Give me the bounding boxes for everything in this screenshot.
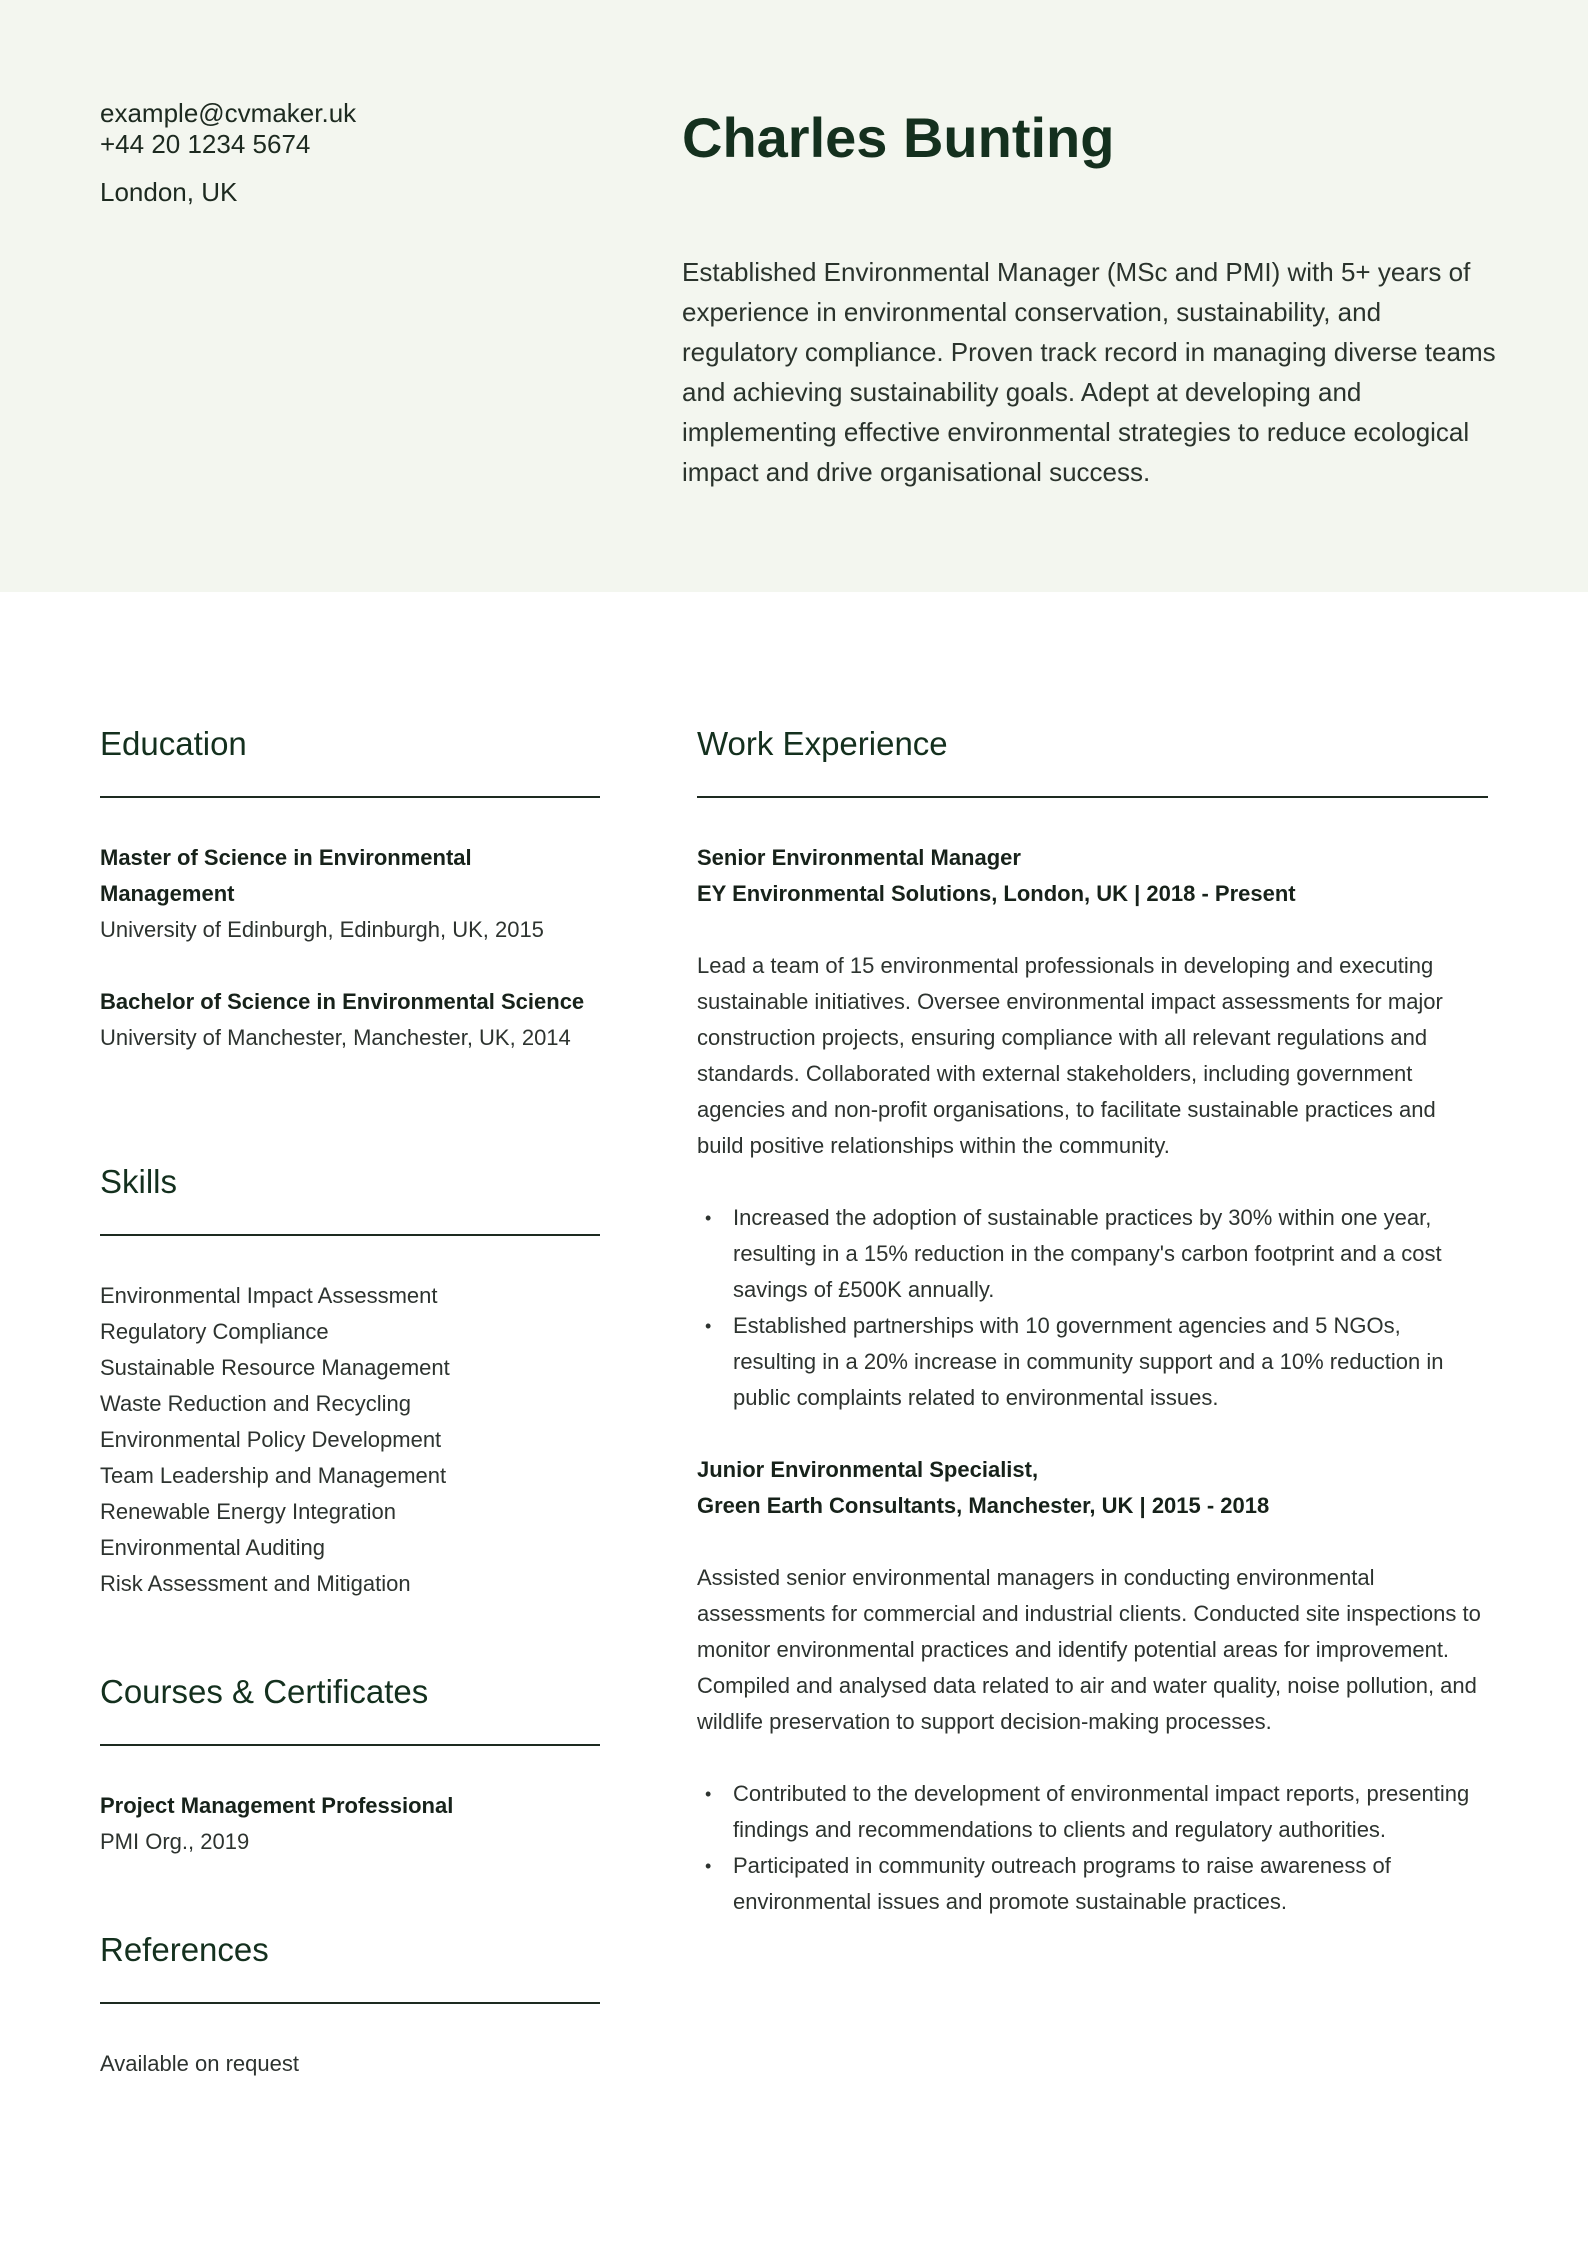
achievement-item: • Participated in community outreach programs to raise awareness of environmental issues and promote sustainable practices.: [697, 1848, 1488, 1920]
work-experience-section: [697, 722, 1488, 1920]
job-achievements: [697, 1200, 1488, 1416]
phone[interactable]: +44 20 1234 5674: [100, 129, 311, 159]
divider: [697, 796, 1488, 798]
education-entry: [100, 840, 600, 948]
header-band: [0, 0, 1588, 592]
achievement-item: • Increased the adoption of sustainable practices by 30% within one year, resulting in a 15% reduction in the company's carbon footprint and a cost savings of £500K annually.: [697, 1200, 1488, 1308]
job-entry: [697, 840, 1488, 912]
skills-heading: Skills: [100, 1163, 178, 1200]
education-entry: [100, 984, 600, 1056]
skill-item: Environmental Impact Assessment: [100, 1283, 438, 1308]
degree-title: Master of Science in Environmental Management: [100, 845, 472, 906]
candidate-name: Charles Bunting: [682, 106, 1115, 169]
skill-item: Environmental Auditing: [100, 1535, 326, 1560]
skills-list: [100, 1278, 600, 1602]
job-company: EY Environmental Solutions, London, UK | 2018 - Present: [697, 881, 1296, 906]
courses-heading: Courses & Certificates: [100, 1673, 429, 1710]
skill-item: Renewable Energy Integration: [100, 1499, 396, 1524]
divider: [100, 796, 600, 798]
skill-item: Team Leadership and Management: [100, 1463, 447, 1488]
divider: [100, 1234, 600, 1236]
job-entry: [697, 1452, 1488, 1524]
skill-item: Environmental Policy Development: [100, 1427, 442, 1452]
references-section: [100, 1928, 600, 2082]
divider: [100, 2002, 600, 2004]
skill-item: Regulatory Compliance: [100, 1319, 329, 1344]
divider: [100, 1744, 600, 1746]
course-name: Project Management Professional: [100, 1793, 454, 1818]
job-description: Assisted senior environmental managers in conducting environmental assessments for commercial and industrial clients. Conducted site inspections to monitor environmental practices and identify potential areas for improvement. Compiled and analysed data related to air and water quality, noise pollution, and wildlife preservation to support decision-making processes.: [697, 1565, 1481, 1734]
courses-section: [100, 1670, 600, 1860]
skill-item: Risk Assessment and Mitigation: [100, 1571, 411, 1596]
achievement-item: • Established partnerships with 10 government agencies and 5 NGOs, resulting in a 20% increase in community support and a 10% reduction in public complaints related to environmental issues.: [697, 1308, 1488, 1416]
skill-item: Waste Reduction and Recycling: [100, 1391, 412, 1416]
references-text: Available on request: [100, 2051, 299, 2076]
location: London, UK: [100, 177, 238, 207]
achievement-item: • Contributed to the development of environmental impact reports, presenting findings and recommendations to clients and regulatory authorities.: [697, 1776, 1488, 1848]
contact-block: [100, 98, 356, 208]
education-heading: Education: [100, 725, 247, 762]
education-section: [100, 722, 600, 1056]
job-title: Junior Environmental Specialist,: [697, 1457, 1039, 1482]
skills-section: [100, 1160, 600, 1602]
course-org: PMI Org., 2019: [100, 1829, 250, 1854]
course-entry: [100, 1788, 600, 1860]
profile-summary: Established Environmental Manager (MSc and PMI) with 5+ years of experience in environmental conservation, sustainability, and regulatory compliance. Proven track record in managing diverse teams and achieving sustainability goals. Adept at developing and implementing effective environmental strategies to reduce ecological impact and drive organisational success.: [682, 257, 1496, 487]
job-achievements: [697, 1776, 1488, 1920]
job-title: Senior Environmental Manager: [697, 845, 1021, 870]
degree-title: Bachelor of Science in Environmental Science: [100, 989, 585, 1014]
skill-item: Sustainable Resource Management: [100, 1355, 450, 1380]
work-heading: Work Experience: [697, 725, 948, 762]
job-description: Lead a team of 15 environmental professionals in developing and executing sustainable initiatives. Oversee environmental impact assessments for major construction projects, ensuring compliance with all relevant regulations and standards. Collaborated with external stakeholders, including government agencies and non-profit organisations, to facilitate sustainable practices and build positive relationships within the community.: [697, 953, 1443, 1158]
institution: University of Manchester, Manchester, UK, 2014: [100, 1025, 571, 1050]
email[interactable]: example@cvmaker.uk: [100, 98, 357, 128]
institution: University of Edinburgh, Edinburgh, UK, 2015: [100, 917, 544, 942]
job-company: Green Earth Consultants, Manchester, UK | 2015 - 2018: [697, 1493, 1270, 1518]
references-heading: References: [100, 1931, 269, 1968]
